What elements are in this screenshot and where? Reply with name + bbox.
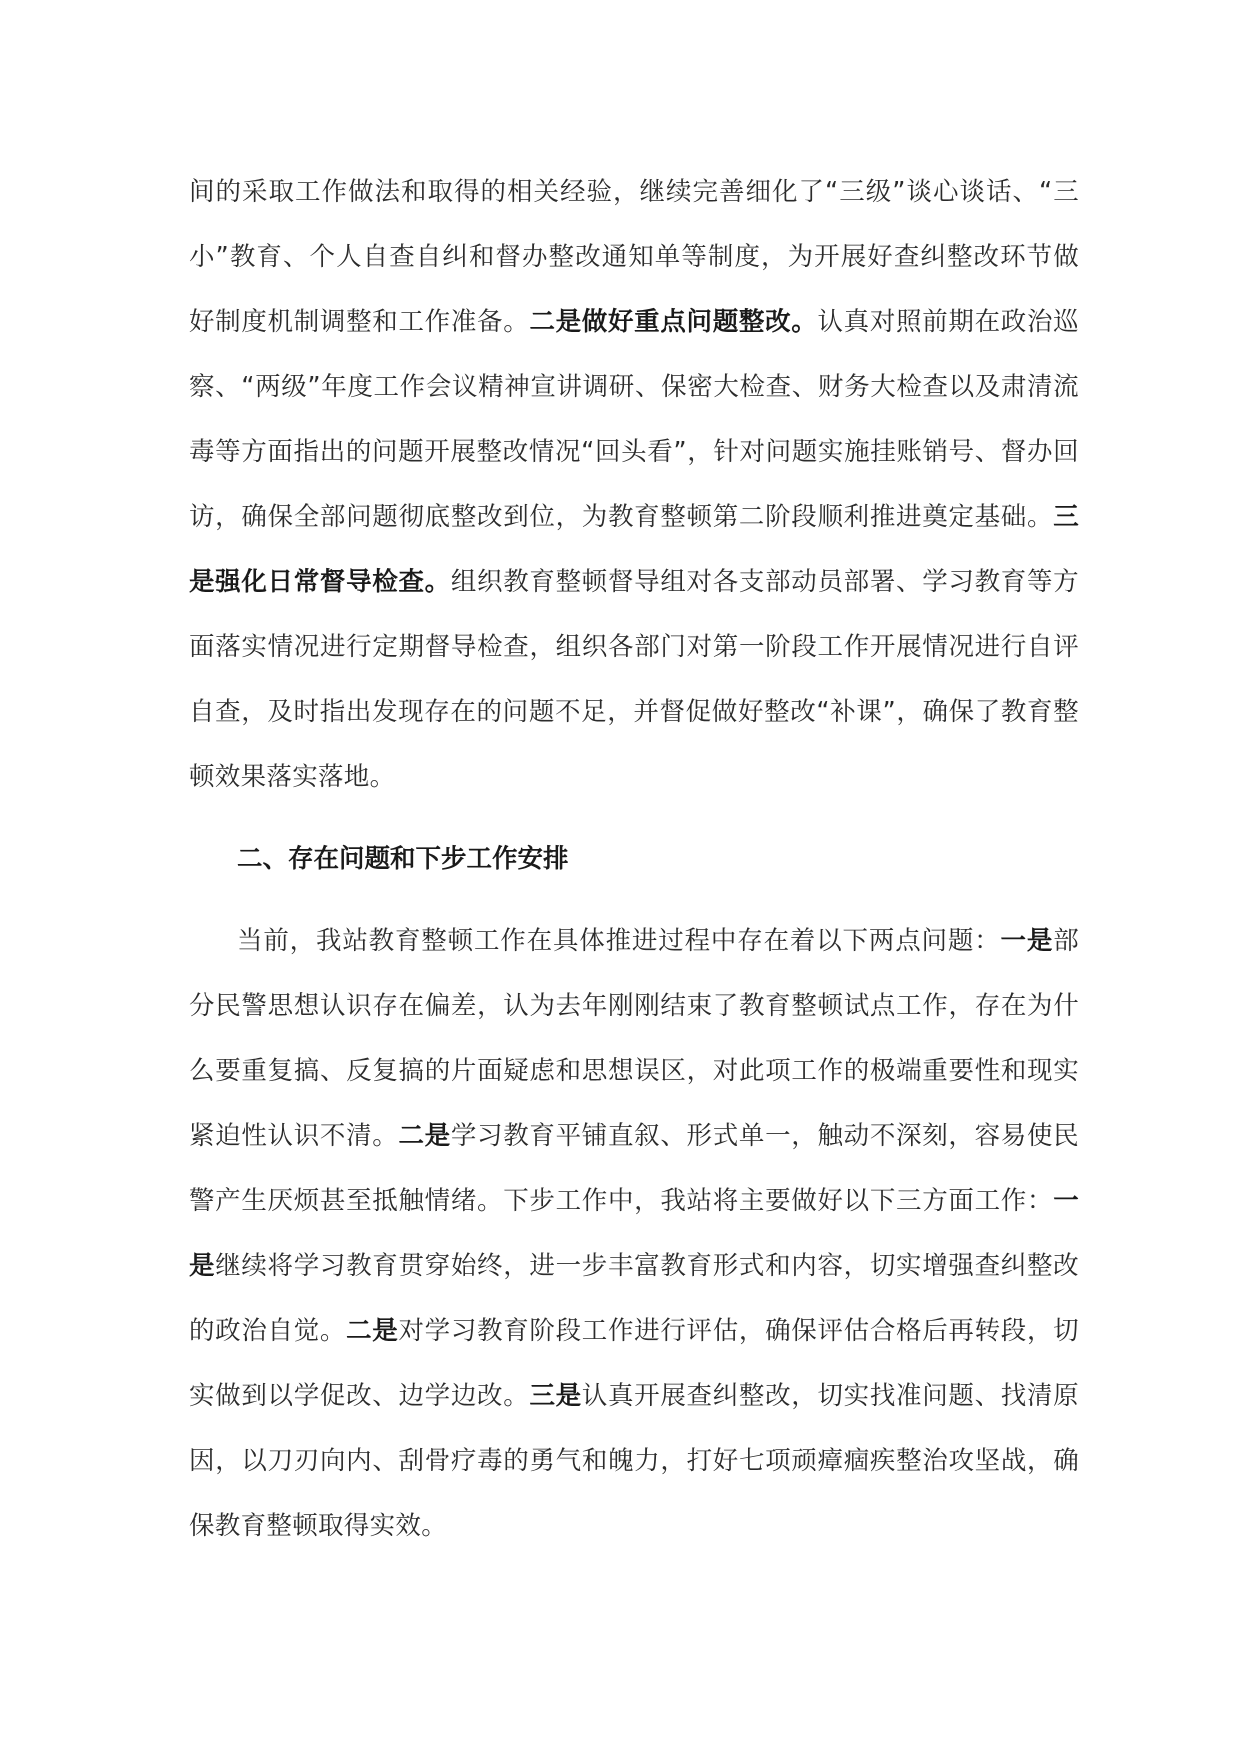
paragraph-problems-plan: [189, 909, 1079, 1559]
body-text: 当前，我站教育整顿工作在具体推进过程中存在着以下两点问题：: [237, 926, 1001, 956]
body-text: 认真对照前期在政治巡察、“两级”年度工作会议精神宣讲调研、保密大检查、财务大检查以及肃清流毒等方面指出的问题开展整改情况“回头看”，针对问题实施挂账销号、督办回访，确保全部问题彻底整改到位，为教育整顿第二阶段顺利推进奠定基础。: [189, 307, 1079, 532]
bold-marker: 二是: [346, 1316, 399, 1346]
body-text: 组织教育整顿督导组对各支部动员部署、学习教育等方面落实情况进行定期督导检查，组织各部门对第一阶段工作开展情况进行自评自查，及时指出发现存在的问题不足，并督促做好整改“补课”，确保了教育整顿效果落实落地。: [189, 567, 1079, 792]
paragraph-continued: [189, 160, 1079, 810]
bold-marker: 三是: [529, 1381, 582, 1411]
section-heading: 二、存在问题和下步工作安排: [237, 844, 569, 874]
document-page: [189, 160, 1079, 1559]
body-text: 继续将学习教育贯穿始终，进一步丰富教育形式和内容，切实增强查纠整改的政治自觉。: [189, 1251, 1079, 1346]
bold-point-3: 三是强化日常督导检查。: [189, 502, 1079, 597]
bold-point-2: 二是做好重点问题整改。: [529, 307, 818, 337]
bold-marker: 二是: [398, 1121, 451, 1151]
body-text: 间的采取工作做法和取得的相关经验，继续完善细化了“三级”谈心谈话、“三小”教育、个人自查自纠和督办整改通知单等制度，为开展好查纠整改环节做好制度机制调整和工作准备。: [189, 177, 1079, 337]
body-text: 学习教育平铺直叙、形式单一，触动不深刻，容易使民警产生厌烦甚至抵触情绪。下步工作中，我站将主要做好以下三方面工作：: [189, 1121, 1079, 1216]
bold-marker: 一是: [189, 1186, 1079, 1281]
body-text: 对学习教育阶段工作进行评估，确保评估合格后再转段，切实做到以学促改、边学边改。: [189, 1316, 1079, 1411]
bold-marker: 一是: [1000, 926, 1054, 956]
body-text: 部分民警思想认识存在偏差，认为去年刚刚结束了教育整顿试点工作，存在为什么要重复搞、反复搞的片面疑虑和思想误区，对此项工作的极端重要性和现实紧迫性认识不清。: [189, 926, 1080, 1151]
body-text: 认真开展查纠整改，切实找准问题、找清原因，以刀刃向内、刮骨疗毒的勇气和魄力，打好七项顽瘴痼疾整治攻坚战，确保教育整顿取得实效。: [189, 1381, 1079, 1541]
